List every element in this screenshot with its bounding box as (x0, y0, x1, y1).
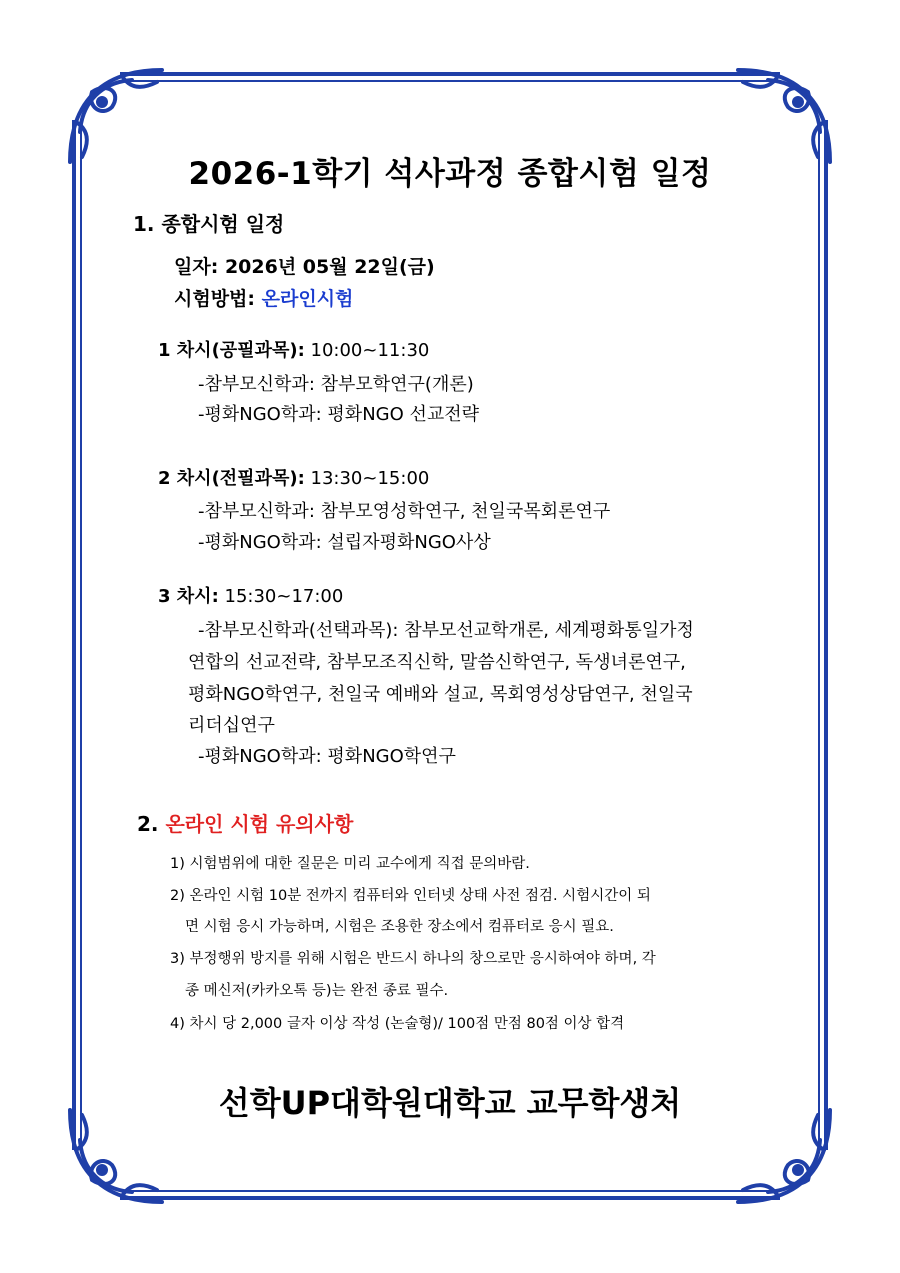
session-label: 1 차시(공필과목): (158, 340, 305, 361)
exam-method (174, 284, 353, 311)
frame-top-inner (120, 80, 780, 82)
list-item: 2) 온라인 시험 10분 전까지 컴퓨터와 인터넷 상태 사전 점검. 시험시간이 되 (170, 888, 651, 904)
list-item: 연합의 선교전략, 참부모조직신학, 말씀신학연구, 독생녀론연구, (188, 652, 686, 673)
frame-left-outer (72, 120, 76, 1150)
session-time: 15:30~17:00 (224, 586, 344, 607)
session-time: 13:30~15:00 (310, 468, 430, 489)
list-item: -참부모신학과: 참부모영성학연구, 천일국목회론연구 (198, 501, 611, 522)
frame-left-inner (80, 120, 82, 1150)
section2-number: 2. (137, 812, 159, 836)
list-item: 리더십연구 (188, 715, 275, 736)
exam-method-value: 온라인시험 (261, 288, 354, 310)
exam-date-value: 2026년 05월 22일(금) (224, 256, 435, 278)
list-item: 3) 부정행위 방지를 위해 시험은 반드시 하나의 창으로만 응시하여야 하며, 각 (170, 951, 656, 967)
session-3-header (158, 582, 343, 608)
list-item: 4) 차시 당 2,000 글자 이상 작성 (논술형)/ 100점 만점 80점 이상 합격 (170, 1016, 625, 1032)
session-2-header (158, 464, 429, 490)
list-item: -평화NGO학과: 설립자평화NGO사상 (198, 532, 491, 553)
session-1-header (158, 336, 429, 362)
list-item: 평화NGO학연구, 천일국 예배와 설교, 목회영성상담연구, 천일국 (188, 684, 693, 705)
frame-right-outer (824, 120, 828, 1150)
exam-date-label: 일자: (174, 256, 219, 278)
list-item: 1) 시험범위에 대한 질문은 미리 교수에게 직접 문의바람. (170, 856, 530, 872)
frame-top-outer (120, 72, 780, 76)
page-title: 2026-1학기 석사과정 종합시험 일정 (188, 156, 712, 192)
section2-heading (137, 808, 353, 837)
list-item: -참부모신학과(선택과목): 참부모선교학개론, 세계평화통일가정 (198, 620, 694, 641)
session-label: 2 차시(전필과목): (158, 468, 305, 489)
frame-bottom-inner (120, 1190, 780, 1192)
list-item: 면 시험 응시 가능하며, 시험은 조용한 장소에서 컴퓨터로 응시 필요. (185, 919, 614, 935)
exam-method-label: 시험방법: (174, 288, 256, 310)
list-item: -평화NGO학과: 평화NGO 선교전략 (198, 404, 480, 425)
frame-right-inner (818, 120, 820, 1150)
session-label: 3 차시: (158, 586, 219, 607)
issuer-footer: 선학UP대학원대학교 교무학생처 (218, 1084, 682, 1122)
list-item: -평화NGO학과: 평화NGO학연구 (198, 746, 456, 767)
frame-bottom-outer (120, 1196, 780, 1200)
session-time: 10:00~11:30 (310, 340, 430, 361)
list-item: -참부모신학과: 참부모학연구(개론) (198, 374, 474, 395)
list-item: 종 메신저(카카오톡 등)는 완전 종료 필수. (185, 983, 449, 999)
exam-date (174, 252, 435, 279)
section2-title: 온라인 시험 유의사항 (165, 812, 354, 836)
section1-heading: 1. 종합시험 일정 (133, 212, 285, 236)
